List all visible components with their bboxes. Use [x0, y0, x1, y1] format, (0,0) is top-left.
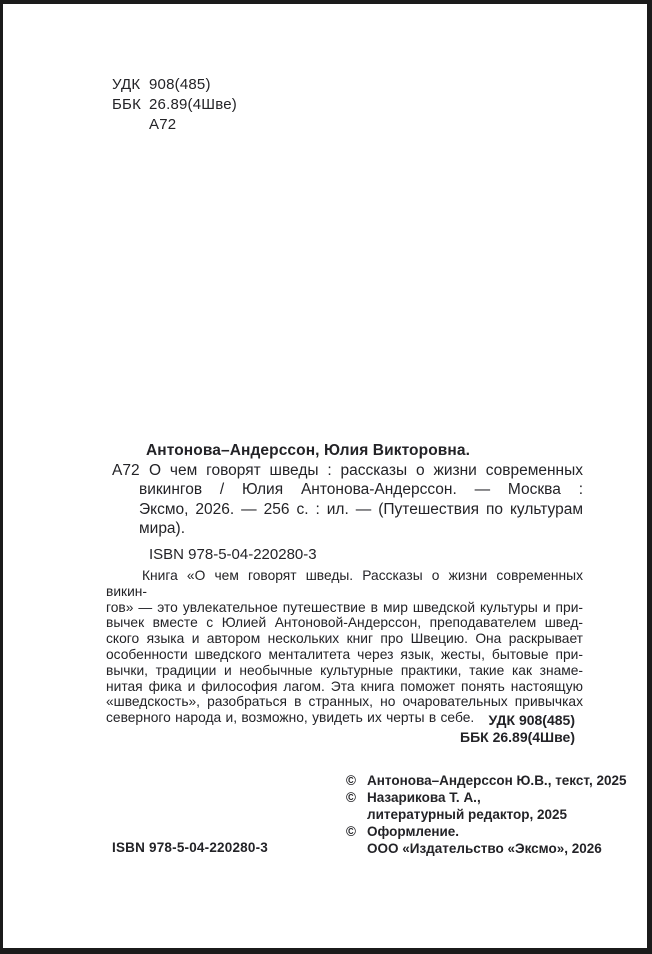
- copyright-text: Антонова–Андерссон Ю.В., текст, 2025: [367, 773, 627, 788]
- author-sign-label: [112, 115, 149, 135]
- annotation-line: особенности шведского менталитета через язык, жесты, бытовые при-: [106, 646, 583, 662]
- top-classification-codes: [112, 75, 237, 135]
- author-sign-row: [112, 115, 237, 135]
- author-heading: Антонова–Андерссон, Юлия Викторовна.: [146, 442, 470, 459]
- copyright-text: [367, 823, 602, 857]
- bbk-row: [112, 95, 237, 115]
- copyright-line: Оформление.: [367, 824, 460, 839]
- copyright-line: Назарикова Т. А.,: [367, 790, 481, 805]
- copyright-symbol: ©: [346, 790, 356, 805]
- annotation-line: Книга «О чем говорят шведы. Рассказы о жизни современных викин-: [106, 568, 583, 599]
- annotation-line: «шведскость», разобраться в странных, но очаровательных привычках: [106, 694, 583, 710]
- bbk-label: ББК: [112, 96, 142, 113]
- bbk-bold: ББК 26.89(4Шве): [460, 729, 575, 745]
- catalog-card-code: А72: [112, 461, 140, 479]
- udc-value: 908(485): [149, 76, 211, 93]
- bibliographic-line: Эксмо, 2026. — 256 с. : ил. — (Путешествия по культурам: [139, 500, 583, 518]
- udc-row: [112, 75, 237, 95]
- author-sign-value: А72: [149, 116, 177, 133]
- copyright-block: [346, 772, 627, 857]
- copyright-line: ООО «Издательство «Эксмо», 2026: [367, 841, 602, 856]
- bbk-value: 26.89(4Шве): [149, 96, 237, 113]
- annotation-line: гов» — это увлекательное путешествие в мир шведской культуры и при-: [106, 599, 583, 615]
- copyright-symbol: ©: [346, 773, 356, 788]
- bibliographic-line: мира).: [139, 520, 186, 537]
- isbn-card: ISBN 978-5-04-220280-3: [149, 546, 317, 563]
- copyright-entry: [346, 823, 627, 857]
- bibliographic-line: О чем говорят шведы : рассказы о жизни современных: [149, 461, 583, 479]
- annotation-line: северного народа и, возможно, увидеть их черты в себе.: [106, 710, 475, 726]
- copyright-symbol: ©: [346, 824, 356, 839]
- copyright-entry: [346, 772, 627, 789]
- udc-label: УДК: [112, 76, 141, 93]
- annotation-line: вычки, традиции и необычные культурные практики, такие как знаме-: [106, 662, 583, 678]
- copyright-line: литературный редактор, 2025: [367, 807, 568, 822]
- udc-bold: УДК 908(485): [488, 712, 575, 728]
- copyright-entry: [346, 789, 627, 823]
- isbn-footer: ISBN 978-5-04-220280-3: [112, 840, 268, 855]
- copyright-text: [367, 789, 567, 823]
- annotation-line: ского языка и автором нескольких книг про Швецию. Она раскрывает: [106, 631, 583, 647]
- catalog-card: [112, 441, 583, 539]
- annotation-line: вычек вместе с Юлией Антоновой-Андерссон, преподавателем швед-: [106, 615, 583, 631]
- bottom-classification-codes: [460, 712, 575, 746]
- annotation-line: нитая фика и философия лагом. Эта книга поможет понять настоящую: [106, 678, 583, 694]
- bibliographic-line: викингов / Юлия Антонова-Андерссон. — Москва :: [139, 481, 583, 498]
- annotation-paragraph: [106, 568, 583, 726]
